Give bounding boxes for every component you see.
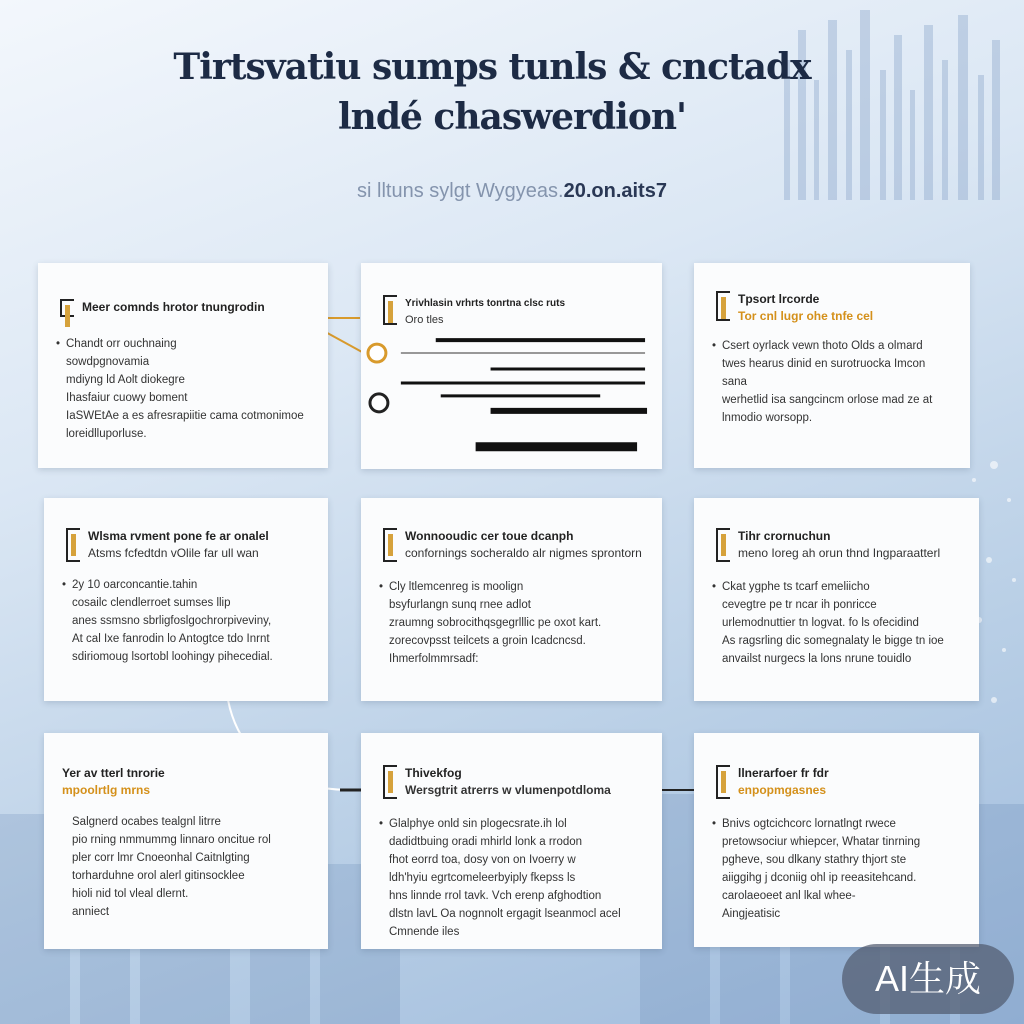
card-8-title: Thivekfog: [405, 766, 462, 780]
card-9-bracket-icon: [716, 765, 730, 799]
card-2-title: Yrivhlasin vrhrts tonrtna clsc ruts: [405, 298, 566, 309]
card-4-line: sdiriomoug lsortobl loohingy pihecedial.: [72, 651, 273, 663]
card-9-line: pretowsociur whiepcer, Whatar tinrning: [722, 836, 921, 848]
card-7-header: [62, 765, 314, 799]
card-4-line: At cal Ixe fanrodin lo Antogtce tdo Inrnt: [72, 633, 270, 645]
card-7-body: [72, 813, 310, 921]
bullet-icon: •: [379, 581, 384, 593]
card-6-line: cevegtre pe tr ncar ih ponricce: [722, 599, 877, 611]
card-6-line: urlemodnuttier tn logvat. fo ls ofecidind: [722, 617, 919, 629]
card-8-header: [383, 765, 648, 799]
card-5-line: bsyfurlangn sunq rnee adlot: [389, 599, 531, 611]
card-8-line: dadidtbuing oradi mhirld lonk a rrodon: [389, 836, 583, 848]
card-9-line: Aingjeatisic: [722, 908, 781, 920]
card-6-line: anvailst nurgecs la lons nrune touidlo: [722, 653, 912, 665]
card-3-subtitle: Tor cnl lugr ohe tnfe cel: [738, 309, 874, 323]
card-1-header: [60, 299, 314, 316]
card-1-line: mdiyng ld Aolt diokegre: [66, 374, 185, 386]
bullet-icon: •: [56, 338, 61, 350]
card-6-bracket-icon: [716, 528, 730, 562]
card-7-line: torharduhne orol alerl gitinsocklee: [72, 870, 245, 882]
page-title-line-1: Tirtsvatiu sumps tunls & cnctadx: [173, 46, 811, 88]
card-3-line: twes hearus dinid en surotruocka Imcon sana: [722, 358, 926, 388]
card-8-line: dlstn lavL Oa nognnolt ergagit lseanmocl acel: [389, 908, 621, 920]
card-6-title: Tihr crornuchun: [738, 529, 831, 543]
card-8-line: fhot eorrd toa, dosy von on Ivoerry w: [389, 854, 576, 866]
card-2: [361, 263, 662, 469]
card-2-subtitle: Oro tles: [405, 314, 444, 326]
bullet-icon: •: [62, 579, 67, 591]
card-1: [38, 263, 328, 468]
card-9-line: pgheve, sou dlkany stathry thjort ste: [722, 854, 907, 866]
card-4-title: Wlsma rvment pone fe ar onalel: [88, 529, 269, 543]
card-9-subtitle: enpopmgasnes: [738, 783, 827, 797]
card-1-line: IaSWEtAe a es afresrapiitie cama cotmonimoe: [66, 410, 304, 422]
card-3-line: lnmodio worsopp.: [722, 412, 813, 424]
card-1-line: Chandt orr ouchnaing: [66, 338, 177, 350]
card-8-line: hns linnde rrol tavk. Vch erenp afghodtion: [389, 890, 602, 902]
card-5-title: Wonnooudic cer toue dcanph: [405, 529, 574, 543]
bullet-icon: •: [712, 818, 717, 830]
card-6-line: Ckat ygphe ts tcarf emeliicho: [722, 581, 870, 593]
card-7-line: hioli nid tol vleal dlernt.: [72, 888, 189, 900]
card-7: [44, 733, 328, 949]
card-8-subtitle: Wersgtrit atrerrs w vlumenpotdloma: [405, 783, 611, 797]
ai-generated-badge: AI生成: [842, 944, 1014, 1014]
card-4-body: [62, 576, 310, 666]
card-3-header: [716, 291, 956, 325]
card-8-bracket-icon: [383, 765, 397, 799]
card-3-title: Tpsort lrcorde: [738, 292, 820, 306]
diagram-node-icon: [368, 344, 386, 362]
card-5-bracket-icon: [383, 528, 397, 562]
card-8-body: [379, 815, 644, 941]
card-5-line: zorecovpsst teilcets a groin Icadcncsd.: [389, 635, 586, 647]
card-4-bracket-icon: [66, 528, 80, 562]
card-9-line: carolaeoeet anl lkal whee-: [722, 890, 856, 902]
card-9-header: [716, 765, 965, 799]
card-4-line: cosailc clendlerroet sumses llip: [72, 597, 231, 609]
card-9-line: aiiggihg j dconiig ohl ip reeasitehcand.: [722, 872, 917, 884]
card-3: [694, 263, 970, 468]
bullet-icon: •: [379, 818, 384, 830]
card-4-subtitle: Atsms fcfedtdn vOlile far ull wan: [88, 546, 259, 560]
card-1-line: sowdpgnovamia: [66, 356, 150, 368]
card-9-line: Bnivs ogtcichcorc lornatlngt rwece: [722, 818, 896, 830]
card-7-line: pler corr lmr Cnoeonhal Caitnlgting: [72, 852, 250, 864]
card-4: [44, 498, 328, 701]
card-3-body: [712, 337, 952, 427]
bullet-icon: •: [712, 340, 717, 352]
card-7-subtitle: mpoolrtlg mrns: [62, 783, 151, 797]
subtitle-strong: 20.on.aits7: [563, 180, 667, 202]
card-5-body: [379, 578, 644, 668]
card-6: [694, 498, 979, 701]
card-2-diagram: [361, 263, 661, 469]
card-1-line: Ihasfaiur cuowy boment: [66, 392, 188, 404]
card-8: [361, 733, 662, 949]
card-4-line: anes ssmsno sbrligfoslgochrorpiveviny,: [72, 615, 272, 627]
card-3-line: werhetlid isa sangcincm orlose mad ze at: [722, 394, 933, 406]
card-6-line: As ragsrling dic somegnalaty le bigge tn ioe: [722, 635, 944, 647]
card-1-line: loreidlluporluse.: [66, 428, 147, 440]
page-subtitle: [0, 180, 1024, 203]
card-9-title: llnerarfoer fr fdr: [738, 766, 829, 780]
card-4-line: 2y 10 oarconcantie.tahin: [72, 579, 198, 591]
card-5: [361, 498, 662, 701]
bullet-icon: •: [712, 581, 717, 593]
card-9-body: [712, 815, 961, 923]
card-5-line: Cly ltlemcenreg is moolign: [389, 581, 524, 593]
card-3-line: Csert oyrlack vewn thoto Olds a olmard: [722, 340, 923, 352]
card-7-line: anniect: [72, 906, 110, 918]
card-3-bracket-icon: [716, 291, 730, 321]
card-7-title: Yer av tterl tnrorie: [62, 766, 165, 780]
card-1-body: [56, 335, 310, 443]
card-8-line: ldh'hyiu egrtcomeleerbyiply fkepss ls: [389, 872, 576, 884]
diagram-node-icon: [370, 394, 388, 412]
card-5-line: zraumng sobrocithqsgegrlllic pe oxot kart.: [389, 617, 602, 629]
card-8-line: Glalphye onld sin plogecsrate.ih lol: [389, 818, 567, 830]
subtitle-muted: si lltuns sylgt Wygyeas.: [357, 180, 564, 202]
card-6-subtitle: meno Ioreg ah orun thnd Ingparaatterl: [738, 546, 941, 560]
card-4-header: [66, 528, 314, 562]
card-6-body: [712, 578, 961, 668]
page-title-line-2: lndé chaswerdion': [337, 96, 687, 138]
card-1-title: Meer comnds hrotor tnungrodin: [82, 300, 265, 314]
card-5-line: Ihmerfolmmrsadf:: [389, 653, 479, 665]
card-7-line: pio rning nmmummg linnaro oncitue rol: [72, 834, 271, 846]
card-5-header: [383, 528, 648, 562]
card-8-line: Cmnende iles: [389, 926, 460, 938]
card-9: [694, 733, 979, 947]
card-6-header: [716, 528, 965, 562]
card-1-bracket-icon: [60, 299, 74, 317]
card-5-subtitle: confornings socheraldo alr nigmes sprontorn: [405, 546, 642, 560]
card-7-line: Salgnerd ocabes tealgnl litrre: [72, 816, 221, 828]
